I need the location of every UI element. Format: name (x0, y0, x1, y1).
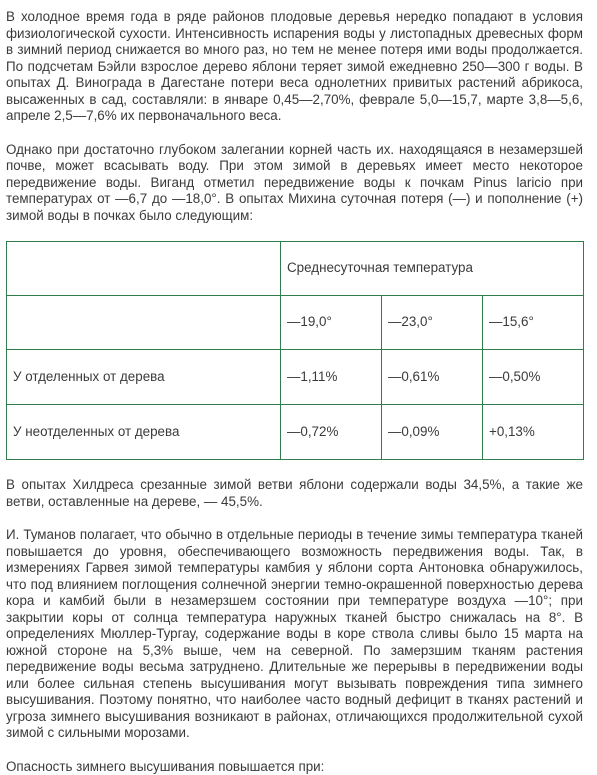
table-empty-cell (7, 296, 281, 350)
table-cell: +0,13% (483, 405, 584, 460)
paragraph-5: Опасность зимнего высушивания повышается при: (6, 759, 583, 775)
table-cell: —0,72% (281, 405, 382, 460)
table-cell: —1,11% (281, 350, 382, 405)
table-header-row (7, 242, 584, 296)
paragraph-4: И. Туманов полагает, что обычно в отдельные периоды в течение зимы температура тканей повышается до уровня, обеспечивающего возможность передвижения воды. Так, в измерениях Гарвея зимой температуры камбия у яблони сорта Антоновка обнаружилось, что под влиянием поглощения солнечной энергии темно-окрашенной поверхностью дерева кора и камбий были в незамерзшем состоянии при температуре воздуха —10°; при закрытии коры от солнца температура наружных тканей быстро снижалась на 8°. В определениях Мюллер-Тургау, содержание воды в коре ствола сливы было 15 марта на южной стороне на 5,3% выше, чем на северной. По замерзшим тканям растения передвижение воды весьма затруднено. Длительные же перерывы в передвижении воды или более сильная степень высушивания могут вызывать повреждения типа зимнего высушивания. Поэтому понятно, что наиболее часто водный дефицит в тканях растений и угроза зимнего высушивания возникают в районах, отличающихся продолжительной сухой зимой с сильными морозами. (6, 527, 583, 742)
table-cell: —0,09% (382, 405, 483, 460)
table-cell: —0,61% (382, 350, 483, 405)
paragraph-3: В опытах Хилдреса срезанные зимой ветви яблони содержали воды 34,5%, а такие же ветви, оставленные на дереве, — 45,5%. (6, 477, 583, 510)
table-cell: —0,50% (483, 350, 584, 405)
table-corner-cell (7, 242, 281, 296)
row-label: У неотделенных от дерева (7, 405, 281, 460)
row-label: У отделенных от дерева (7, 350, 281, 405)
paragraph-2: Однако при достаточно глубоком залегании корней часть их. находящаяся в незамерзшей почве, может всасывать воду. При этом зимой в деревьях имеет место некоторое передвижение воды. Виганд отметил передвижение воды к почкам Pinus laricio при температурах от —6,7 до —18,0°. В опытах Михина суточная потеря (—) и пополнение (+) зимой воды в почках было следующим: (6, 142, 583, 225)
water-loss-table (6, 241, 584, 460)
temperature-header: —23,0° (382, 296, 483, 350)
temperature-header: —19,0° (281, 296, 382, 350)
table-row (7, 405, 584, 460)
table-row (7, 350, 584, 405)
temperature-group-header: Среднесуточная температура (281, 242, 584, 296)
temperature-header: —15,6° (483, 296, 584, 350)
paragraph-1: В холодное время года в ряде районов плодовые деревья нередко попадают в условия физиологической сухости. Интенсивность испарения воды у листопадных древесных форм в зимний период снижается во много раз, но тем не менее потеря ими воды продолжается. По подсчетам Бэйли взрослое дерево яблони теряет зимой ежедневно 250—300 г воды. В опытах Д. Винограда в Дагестане потери веса однолетних привитых растений абрикоса, высаженных в сад, составляли: в январе 0,45—2,70%, феврале 5,0—15,7, марте 3,8—5,6, апреле 2,5—7,6% их первоначального веса. (6, 9, 583, 125)
table-temperature-row (7, 296, 584, 350)
